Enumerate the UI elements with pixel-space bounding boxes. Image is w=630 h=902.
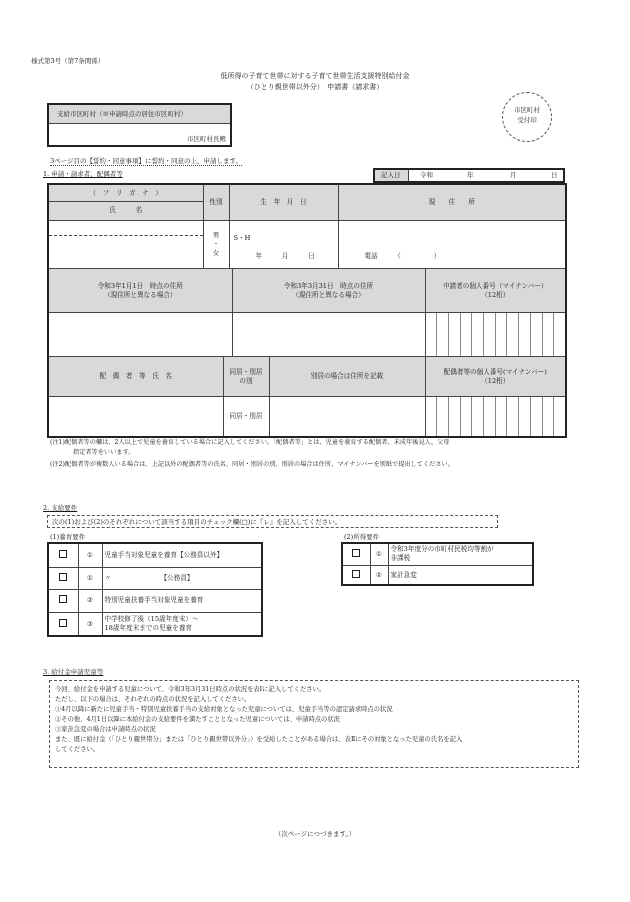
addr-jan-header [48,269,232,313]
checkbox[interactable] [59,550,67,558]
applicant-mynumber-input[interactable] [425,313,566,358]
applicant-table [47,183,567,270]
upbringing-num: ① [78,567,102,589]
checkbox[interactable] [59,619,67,627]
consent-note: 3ページ目の【誓約・同意事項】に誓約・同意の上、申請します。 [50,157,242,165]
gender-female: 女 [212,248,220,257]
separate-address-header: 別居の場合は住所を記載 [269,357,425,397]
upbringing-check-4[interactable] [48,612,78,636]
cohabit-select[interactable]: 同居・別居 [223,397,269,438]
section3-line: 今回、給付金を申請する児童について、令和3年3月31日時点の状況を表Ⅰに記入してください。 [55,686,326,693]
income-text-line: 非課税 [390,554,411,563]
date-day: 日 [551,171,558,179]
address-input[interactable] [338,220,566,269]
note-1-cont: 指定者等をいいます。 [73,449,135,456]
date-era: 令和 [420,171,433,179]
upbringing-text-line: 中学校修了後（15歳年度末）～ [104,614,199,623]
applicant-mynumber-sub: （12桁） [481,290,510,299]
addressee-label: 支給市区町村（※申請時点の居住市区町村） [57,110,187,118]
date-label: 記入日 [381,171,401,179]
form-title: 低所得の子育て世帯に対する子育て世帯生活支援特別給付金 [220,72,410,80]
spouse-mynumber-input[interactable] [425,397,566,438]
section2-heading: 2. 支給要件 [43,504,78,512]
upbringing-heading: (1)養育要件 [50,533,86,541]
upbringing-check-2[interactable] [48,567,78,589]
upbringing-text: 特別児童扶養手当対象児童を養育 [102,589,262,612]
income-text-line: 令和3年度分の市町村民税均等割が [390,545,494,554]
reception-stamp-area [502,92,552,142]
checkbox[interactable] [352,570,360,578]
section3-box [49,680,579,768]
addressee-suffix: 市区町村長殿 [187,135,226,143]
municipality-input[interactable] [49,124,230,145]
date-year: 年 [467,171,474,179]
address-history-table [47,268,567,358]
addr-mar-sub: （現住所と異なる場合） [292,290,365,299]
instruction-box [47,515,498,528]
gender-header: 性別 [203,184,229,220]
income-table [341,542,534,586]
addr-jan-input[interactable] [48,313,232,358]
addr-mar-input[interactable] [232,313,425,358]
form-number: 様式第3号（第7条関係） [31,57,105,65]
separate-address-input[interactable] [269,397,425,438]
income-text: 家計急変 [388,565,533,585]
spouse-mynumber-sub: （12桁） [481,376,510,385]
section3-line: ②その他、4月1日以降に本給付金の支給要件を満たすこととなった児童については、申請時点の状況 [55,716,340,723]
note-1: (注1)配偶者等の欄は、2人以上で児童を養育している場合に記入してください。「配偶者等」とは、児童を養育する配偶者、未成年後見人、父母 [50,439,450,446]
income-check-1[interactable] [342,543,370,565]
spouse-name-input[interactable] [48,397,223,438]
income-num: ② [370,565,388,585]
cohabit-sub: の別 [239,376,253,385]
addr-mar-label: 令和3年3月31日 時点の住所 [283,282,374,291]
income-check-2[interactable] [342,565,370,585]
addressee-box [47,103,232,147]
phone-label: 電話 （ ） [364,251,441,260]
address-header: 現 住 所 [338,184,566,220]
dob-ymd: 年 月 日 [255,251,315,260]
upbringing-check-3[interactable] [48,589,78,612]
income-num: ① [370,543,388,565]
addressee-label-row [49,105,230,124]
date-month: 月 [510,171,517,179]
spouse-table [47,356,567,438]
section3-line: ただし、以下の場合は、それぞれの時点の状況を記入してください。 [55,696,251,703]
section3-heading: 3. 給付金申請児童等 [43,668,104,676]
upbringing-text-line: 18歳年度末までの児童を養育 [104,623,193,632]
stamp-label: 市区町村 [514,106,540,114]
checkbox[interactable] [59,595,67,603]
dob-input[interactable] [229,220,338,269]
upbringing-text: 児童手当対象児童を養育【公務員以外】 [102,543,262,567]
cohabit-label: 同居・別居 [229,368,263,377]
dob-header: 生 年 月 日 [229,184,338,220]
checkbox[interactable] [352,549,360,557]
applicant-mynumber-header [425,269,566,313]
name-header: 氏 名 [48,201,203,220]
gender-separator: ・ [212,239,220,248]
section3-line: してください。 [55,746,100,753]
upbringing-check-1[interactable] [48,543,78,567]
cohabit-header [223,357,269,397]
gender-select[interactable] [203,220,229,269]
upbringing-num: ③ [78,612,102,636]
applicant-name-input[interactable] [48,220,203,269]
income-heading: (2)所得要件 [344,533,380,541]
stamp-label: 受付印 [517,116,537,124]
upbringing-num: ② [78,589,102,612]
date-box[interactable] [373,168,565,183]
spouse-mynumber-header [425,357,566,397]
upbringing-text: 〃 【公務員】 [102,567,262,589]
spouse-mynumber-label: 配偶者等の個人番号(マイナンバー) [443,368,547,377]
addr-jan-label: 令和3年1月1日 時点の住所 [97,282,183,291]
spouse-name-header: 配 偶 者 等 氏 名 [48,357,223,397]
upbringing-num: ① [78,543,102,567]
dob-era: S・H [233,233,251,242]
form-subtitle: （ひとり親世帯以外分） 申請書（請求書） [246,83,384,91]
section3-line: ③家計急変の場合は申請時点の状況 [55,726,156,733]
furigana-header: （ フ リ ガ ナ ） [48,184,203,201]
section3-line: ①4月以降に新たに児童手当・特別児童扶養手当の支給対象となった児童については、児童手当等の認定請求時点の状況 [55,706,393,713]
section2-instruction: 次の(1)および(2)のそれぞれについて該当する項目のチェック欄(□)に『レ』を記入してください。 [52,518,342,526]
note-2: (注2)配偶者等が複数人いる場合は、上記以外の配偶者等の氏名、同居・別居の別、別居の場合は住所、マイナンバーを別紙で提出してください。 [50,461,454,468]
upbringing-text [102,612,262,636]
date-label-cell [375,170,409,181]
section1-heading: 1. 申請・請求者、配偶者等 [43,170,123,178]
upbringing-table [47,542,263,637]
checkbox[interactable] [59,573,67,581]
gender-male: 男 [212,230,220,239]
footer-note: （次ページにつづきます。） [274,830,356,838]
addr-mar-header [232,269,425,313]
income-text [388,543,533,565]
addr-jan-sub: （現住所と異なる場合） [103,290,177,299]
applicant-mynumber-label: 申請者の個人番号（マイナンバー） [442,282,548,291]
section3-line: また、既に給付金（「ひとり親世帯分」または「ひとり親世帯以外分」）を受給したことがある場合は、表Ⅱにその対象となった児童の氏名を記入 [55,736,463,743]
